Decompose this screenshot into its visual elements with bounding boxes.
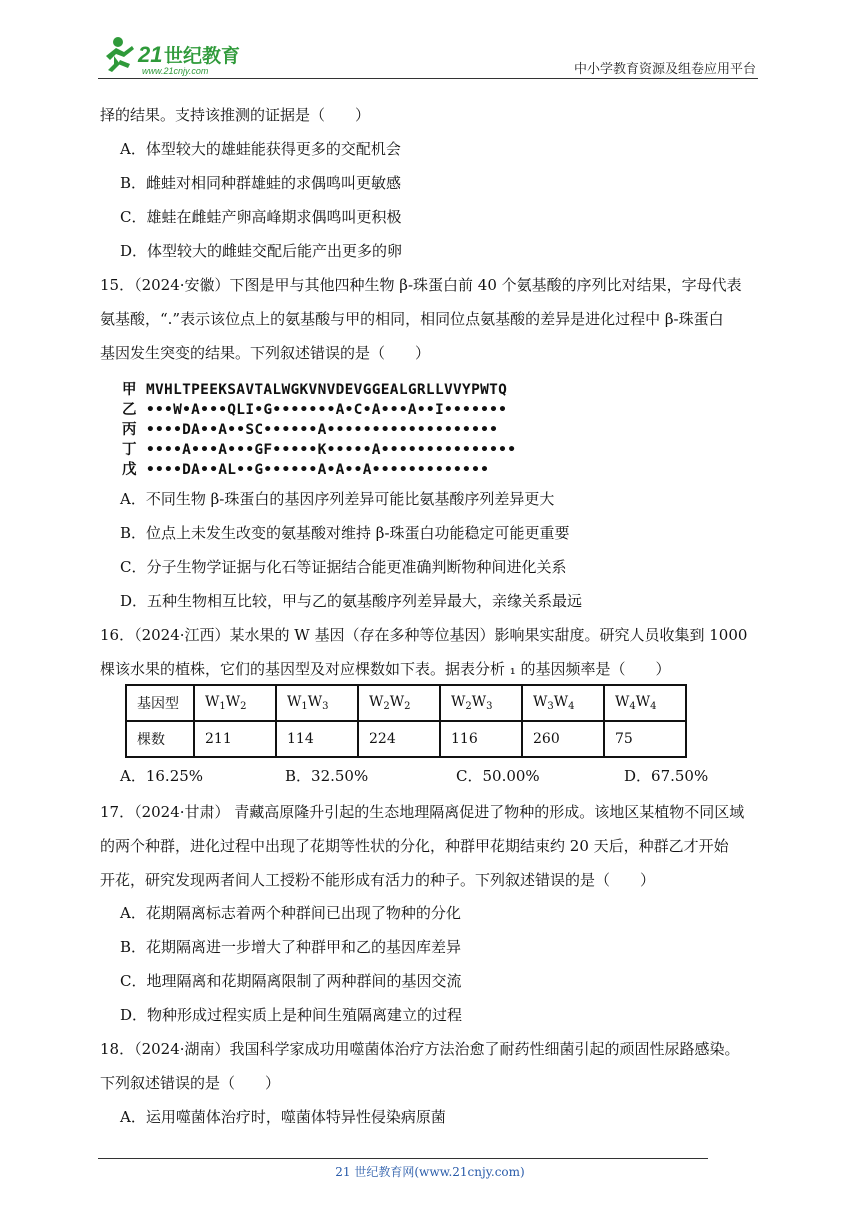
footer-link[interactable]: 21 世纪教育网(www.21cnjy.com) <box>335 1165 525 1179</box>
genotype-cell: $W_2W_3$ <box>440 685 522 721</box>
sequence-row <box>122 398 507 419</box>
sequence-text: •••W•A•••QLI•G•••••••A•C•A•••A••I••••••• <box>146 402 508 418</box>
svg-text:www.21cnjy.com: www.21cnjy.com <box>142 66 209 76</box>
sequence-label: 甲 <box>122 382 137 398</box>
table-row <box>126 685 686 721</box>
count-cell: 114 <box>276 721 358 757</box>
table-row <box>126 721 686 757</box>
count-cell: 75 <box>604 721 686 757</box>
q17-option-b: B．花期隔离进一步增大了种群甲和乙的基因库差异 <box>120 938 462 956</box>
q16-option-b: B．32.50% <box>285 767 369 785</box>
sequence-text: MVHLTPEEKSAVTALWGKVNVDEVGGEALGRLLVVYPWTQ <box>146 382 508 398</box>
sequence-row <box>122 378 507 399</box>
header-platform-text: 中小学教育资源及组卷应用平台 <box>573 62 756 77</box>
q14-option-d: D．体型较大的雌蛙交配后能产出更多的卵 <box>120 242 403 260</box>
sequence-text: ••••DA••AL••G••••••A•A••A••••••••••••• <box>146 462 490 478</box>
sequence-label: 丁 <box>122 442 137 458</box>
sequence-row <box>122 418 498 439</box>
q17-stem-line-2: 的两个种群，进化过程中出现了花期等性状的分化，种群甲花期结束约 20 天后，种群乙才开始 <box>100 837 729 855</box>
q15-option-d: D．五种生物相互比较，甲与乙的氨基酸序列差异最大，亲缘关系最远 <box>120 592 583 610</box>
table-header-cell: 棵数 <box>126 721 194 757</box>
q15-stem-line-3: 基因发生突变的结果。下列叙述错误的是（ ） <box>100 344 431 362</box>
genotype-table <box>125 684 687 758</box>
q14-option-a: A．体型较大的雄蛙能获得更多的交配机会 <box>120 140 401 158</box>
q16-option-a: A．16.25% <box>120 767 204 785</box>
q18-stem-line-1: 18．（2024·湖南）我国科学家成功用噬菌体治疗方法治愈了耐药性细菌引起的顽固性尿路感染。 <box>100 1040 740 1058</box>
sequence-text: ••••A•••A•••GF•••••K•••••A••••••••••••••• <box>146 442 517 458</box>
q18-option-a: A．运用噬菌体治疗时，噬菌体特异性侵染病原菌 <box>120 1108 446 1126</box>
count-cell: 116 <box>440 721 522 757</box>
q16-stem-line-2: 棵该水果的植株，它们的基因型及对应棵数如下表。据表分析 ₁ 的基因频率是（ ） <box>100 660 671 678</box>
site-logo <box>98 34 258 78</box>
count-cell: 260 <box>522 721 604 757</box>
footer-divider <box>98 1158 708 1159</box>
count-cell: 224 <box>358 721 440 757</box>
genotype-cell: $W_4W_4$ <box>604 685 686 721</box>
header-divider <box>98 78 758 79</box>
sequence-label: 丙 <box>122 422 137 438</box>
q15-option-b: B．位点上未发生改变的氨基酸对维持 β-珠蛋白功能稳定可能更重要 <box>120 524 570 542</box>
genotype-cell: $W_1W_2$ <box>194 685 276 721</box>
count-cell: 211 <box>194 721 276 757</box>
q16-option-c: C．50.00% <box>456 767 540 785</box>
svg-text:世纪教育: 世纪教育 <box>164 45 241 67</box>
sequence-text: ••••DA••A••SC••••••A••••••••••••••••••• <box>146 422 499 438</box>
q15-stem-line-1: 15．（2024·安徽）下图是甲与其他四种生物 β-珠蛋白前 40 个氨基酸的序列比对结果，字母代表 <box>100 276 742 294</box>
genotype-cell: $W_1W_3$ <box>276 685 358 721</box>
q17-option-d: D．物种形成过程实质上是种间生殖隔离建立的过程 <box>120 1006 463 1024</box>
q15-option-c: C．分子生物学证据与化石等证据结合能更准确判断物种间进化关系 <box>120 558 567 576</box>
q17-stem-line-1: 17．（2024·甘肃） 青藏高原隆升引起的生态地理隔离促进了物种的形成。该地区某植物不同区域 <box>100 803 745 821</box>
q17-option-c: C．地理隔离和花期隔离限制了两种群间的基因交流 <box>120 972 462 990</box>
q15-stem-line-2: 氨基酸，“.”表示该位点上的氨基酸与甲的相同，相同位点氨基酸的差异是进化过程中 β-珠蛋白 <box>100 310 724 328</box>
svg-text:21: 21 <box>138 42 163 67</box>
q17-stem-line-3: 开花，研究发现两者间人工授粉不能形成有活力的种子。下列叙述错误的是（ ） <box>100 871 656 889</box>
q16-stem-line-1: 16．（2024·江西）某水果的 W 基因（存在多种等位基因）影响果实甜度。研究人员收集到 1000 <box>100 626 748 644</box>
q14-stem-tail: 择的结果。支持该推测的证据是（ ） <box>100 106 371 124</box>
table-header-cell: 基因型 <box>126 685 194 721</box>
q14-option-c: C．雄蛙在雌蛙产卵高峰期求偶鸣叫更积极 <box>120 208 402 226</box>
sequence-label: 戊 <box>122 462 137 478</box>
genotype-cell: $W_3W_4$ <box>522 685 604 721</box>
genotype-cell: $W_2W_2$ <box>358 685 440 721</box>
q18-stem-line-2: 下列叙述错误的是（ ） <box>100 1074 281 1092</box>
q16-option-d: D．67.50% <box>624 767 709 785</box>
q17-option-a: A．花期隔离标志着两个种群间已出现了物种的分化 <box>120 904 461 922</box>
q14-option-b: B．雌蛙对相同种群雄蛙的求偶鸣叫更敏感 <box>120 174 402 192</box>
sequence-label: 乙 <box>122 402 137 418</box>
sequence-row <box>122 458 489 479</box>
sequence-row <box>122 438 516 459</box>
q15-option-a: A．不同生物 β-珠蛋白的基因序列差异可能比氨基酸序列差异更大 <box>120 490 555 508</box>
